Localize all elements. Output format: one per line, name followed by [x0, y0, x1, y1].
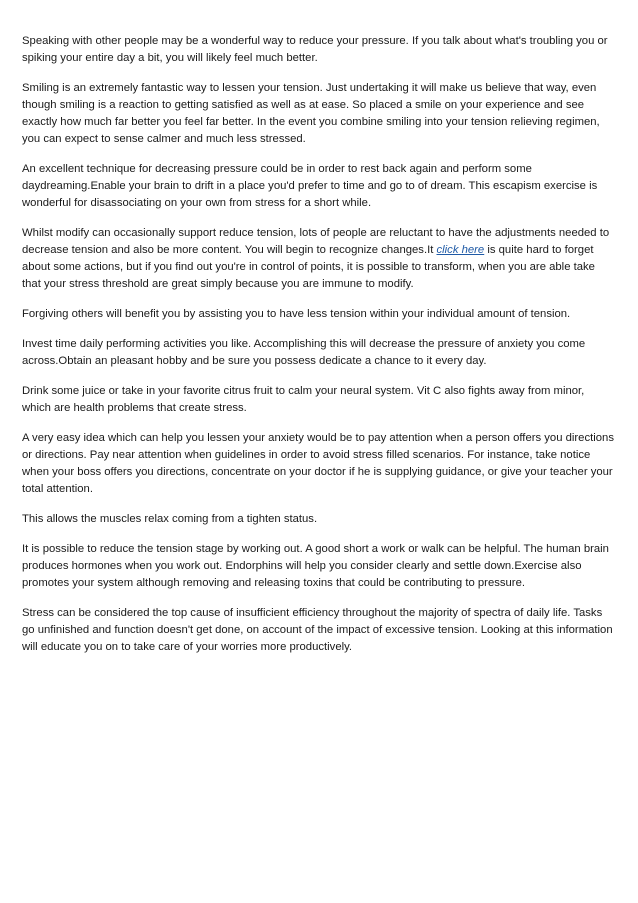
paragraph-exercise: It is possible to reduce the tension stage by working out. A good short a work or walk can be helpful. The human brain produces hormones when you work out. Endorphins will help you consider clearly and settle down.Exercise also promotes your system although removing and releasing toxins that could be contributing to pressure.	[22, 543, 609, 589]
paragraph-change-text-before: Whilst modify can occasionally support reduce tension, lots of people are reluctant to have the adjustments needed to decrease tension and also be more content. You will begin to recognize changes.It	[22, 227, 610, 256]
paragraph-muscles: This allows the muscles relax coming from a tighten status.	[22, 513, 318, 525]
paragraph-activities: Invest time daily performing activities you like. Accomplishing this will decrease the pressure of anxiety you come across.Obtain an pleasant hobby and be sure you possess dedicate a chance to it every day.	[22, 338, 586, 367]
paragraph-smiling: Smiling is an extremely fantastic way to lessen your tension. Just undertaking it will make us believe that way, even though smiling is a reaction to getting satisfied as well as at ease. So placed a smile on your experience and see exactly how much far better you feel far better. In the event you combine smiling into your tension relieving regimen, you can expect to sense calmer and much less stressed.	[22, 82, 600, 145]
paragraph-juice: Drink some juice or take in your favorite citrus fruit to calm your neural system. Vit C also fights away from minor, which are health problems that create stress.	[22, 385, 585, 414]
paragraph-forgiving: Forgiving others will benefit you by assisting you to have less tension within your individual amount of tension.	[22, 308, 571, 320]
paragraph-change	[22, 225, 616, 293]
paragraph-talking: Speaking with other people may be a wonderful way to reduce your pressure. If you talk about what's troubling you or spiking your entire day a bit, you will likely feel much better.	[22, 35, 608, 64]
paragraph-daydreaming: An excellent technique for decreasing pressure could be in order to rest back again and perform some daydreaming.Enable your brain to drift in a place you'd prefer to time and go to of dream. This escapism exercise is wonderful for disassociating on your own from stress for a short while.	[22, 163, 598, 209]
click-here-link[interactable]: click here	[436, 244, 485, 256]
paragraph-change-text-after: is quite hard to forget about some actions, but if you find out you're in control of points, it is possible to transform, when you are able take that your stress threshold are great simply because you are immune to modify.	[22, 244, 595, 290]
paragraph-directions: A very easy idea which can help you lessen your anxiety would be to pay attention when a person offers you directions or directions. Pay near attention when guidelines in order to avoid stress filled scenarios. For instance, take notice when your boss offers you directions, concentrate on your doctor if he is supplying guidance, or give your teacher your total attention.	[22, 432, 614, 495]
paragraph-efficiency: Stress can be considered the top cause of insufficient efficiency throughout the majority of spectra of daily life. Tasks go unfinished and function doesn't get done, on account of the impact of excessive tension. Looking at this information will educate you on to take care of your worries more productively.	[22, 607, 613, 653]
